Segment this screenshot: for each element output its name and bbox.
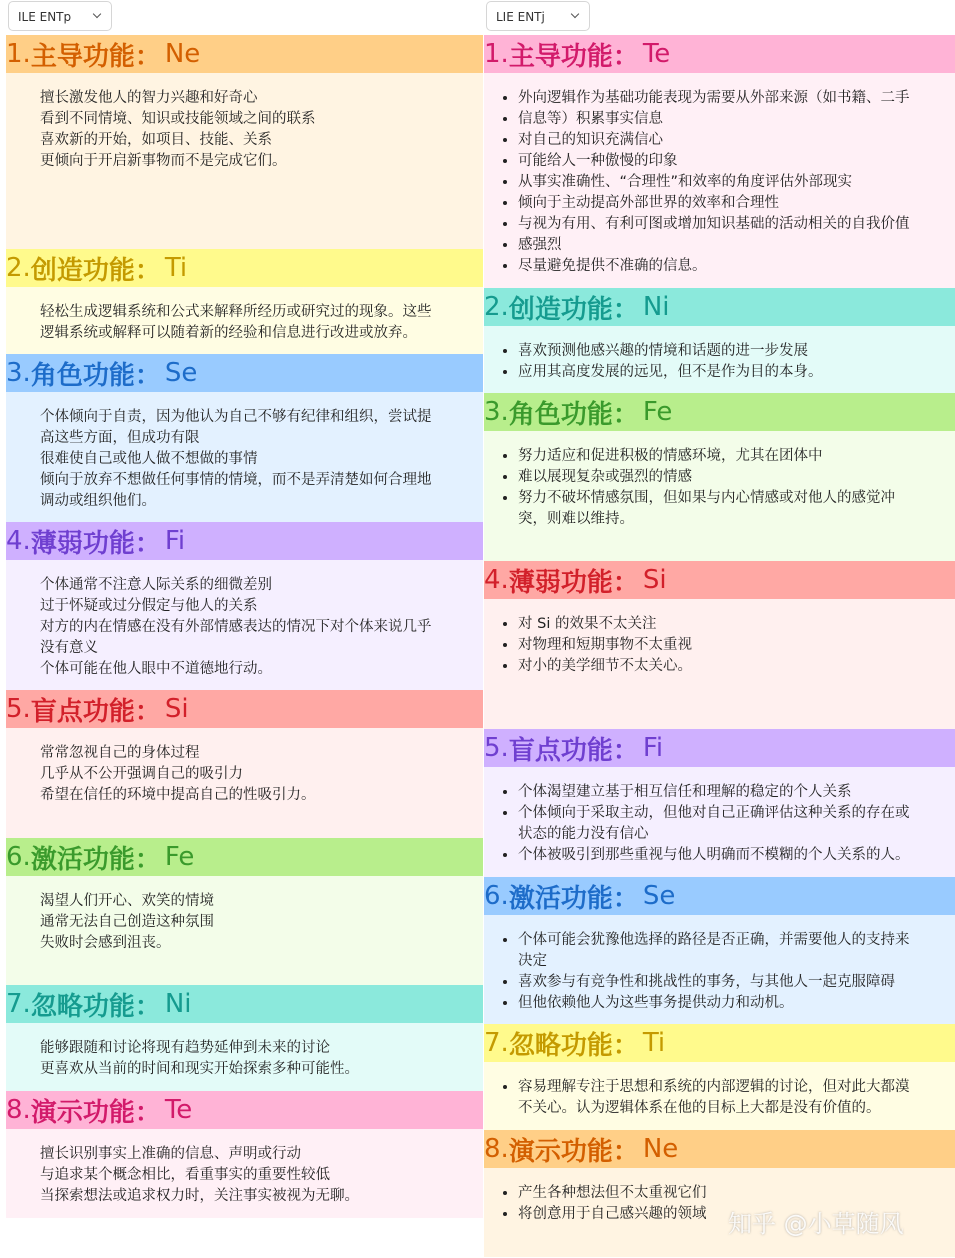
bullet-list	[484, 73, 955, 277]
list-item: • 对物理和短期事物不太重视	[518, 635, 953, 656]
bullet-list	[484, 599, 955, 677]
section-number: 8.	[6, 1095, 31, 1125]
section-body	[6, 560, 483, 690]
list-item: 决定	[518, 953, 547, 969]
section-title: 忽略功能：	[508, 1030, 639, 1061]
list-item: • 容易理解专注于思想和系统的内部逻辑的讨论，但对此大都漠	[518, 1077, 953, 1098]
list-item: • 外向逻辑作为基础功能表现为需要从外部来源（如书籍、二手	[518, 88, 953, 109]
list-item: • 轻松生成逻辑系统和公式来解释所经历或研究过的现象。这些	[40, 302, 481, 323]
list-item: • 对小的美学细节不太关心。	[518, 656, 953, 677]
list-item: • 更倾向于开启新事物而不是完成它们。	[40, 151, 481, 172]
list-item: 状态的能力没有信心	[518, 826, 649, 842]
list-item: • 与视为有用、有利可图或增加知识基础的活动相关的自我价值	[518, 214, 953, 235]
bullet-list	[484, 767, 955, 866]
section-header	[6, 690, 483, 728]
function-section	[484, 561, 955, 729]
section-title: 薄弱功能：	[30, 528, 161, 559]
list-item: • 看到不同情境、知识或技能领域之间的联系	[40, 109, 481, 130]
bullet-list	[6, 560, 483, 680]
left-function-list	[6, 35, 483, 1218]
type-select-right[interactable]	[486, 1, 590, 31]
function-code: Ni	[164, 989, 192, 1019]
function-code: Ti	[164, 253, 188, 283]
function-code: Te	[642, 39, 671, 69]
section-number: 3.	[6, 358, 31, 388]
function-code: Fe	[642, 397, 673, 427]
bullet-list	[484, 431, 955, 530]
section-title: 创造功能：	[508, 294, 639, 325]
list-item: • 对 Si 的效果不太关注	[518, 614, 953, 635]
list-item: • 希望在信任的环境中提高自己的性吸引力。	[40, 785, 481, 806]
section-number: 2.	[484, 292, 509, 322]
function-section	[6, 249, 483, 354]
bullet-list	[6, 1023, 483, 1080]
function-section	[484, 288, 955, 393]
list-item: • 将创意用于自己感兴趣的领域	[518, 1204, 953, 1225]
section-number: 4.	[6, 526, 31, 556]
list-item: • 擅长激发他人的智力兴趣和好奇心	[40, 88, 481, 109]
section-number: 6.	[484, 881, 509, 911]
section-title: 演示功能：	[508, 1136, 639, 1167]
left-column	[6, 0, 483, 1218]
section-title: 角色功能：	[30, 360, 161, 391]
function-code: Ne	[164, 39, 201, 69]
function-code: Fi	[164, 526, 186, 556]
chevron-down-icon	[571, 10, 579, 18]
function-code: Se	[164, 358, 198, 388]
type-select-right-value: LIE ENTj	[496, 10, 545, 24]
section-body	[6, 876, 483, 985]
function-code: Fi	[642, 733, 664, 763]
list-item: • 喜欢参与有竞争性和挑战性的事务，与其他人一起克服障碍	[518, 972, 953, 993]
list-item: • 个体可能会犹豫他选择的路径是否正确，并需要他人的支持来	[518, 930, 953, 951]
function-section	[6, 354, 483, 522]
list-item: 突，则难以维持。	[518, 511, 634, 527]
list-item: • 信息等）积累事实信息	[518, 109, 953, 130]
section-number: 7.	[484, 1028, 509, 1058]
list-item: • 难以展现复杂或强烈的情感	[518, 467, 953, 488]
function-section	[6, 522, 483, 690]
bullet-list	[6, 392, 483, 512]
list-item: • 应用其高度发展的远见，但不是作为目的本身。	[518, 362, 953, 383]
section-body	[484, 73, 955, 288]
section-number: 2.	[6, 253, 31, 283]
function-section	[6, 985, 483, 1091]
list-item: 不关心。认为逻辑体系在他的目标上大都是没有价值的。	[518, 1100, 881, 1116]
type-select-left[interactable]	[8, 1, 112, 31]
section-header	[484, 393, 955, 431]
list-item: • 产生各种想法但不太重视它们	[518, 1183, 953, 1204]
function-section	[6, 838, 483, 985]
list-item: • 个体可能在他人眼中不道德地行动。	[40, 659, 481, 680]
list-item: • 对方的内在情感在没有外部情感表达的情况下对个体来说几乎	[40, 617, 481, 638]
list-item: • 调动或组织他们。	[40, 491, 481, 512]
function-code: Si	[642, 565, 667, 595]
list-item: • 个体渴望建立基于相互信任和理解的稳定的个人关系	[518, 782, 953, 803]
section-title: 演示功能：	[30, 1097, 161, 1128]
list-item: • 尽量避免提供不准确的信息。	[518, 256, 953, 277]
function-section	[484, 35, 955, 288]
section-header	[6, 1091, 483, 1129]
section-title: 角色功能：	[508, 399, 639, 430]
section-body	[484, 431, 955, 561]
function-section	[484, 1024, 955, 1130]
list-item: • 很难使自己或他人做不想做的事情	[40, 449, 481, 470]
function-code: Fe	[164, 842, 195, 872]
section-title: 薄弱功能：	[508, 567, 639, 598]
function-code: Te	[164, 1095, 193, 1125]
section-header	[484, 877, 955, 915]
bullet-list	[6, 1129, 483, 1207]
list-item: • 倾向于放弃不想做任何事情的情境，而不是弄清楚如何合理地	[40, 470, 481, 491]
list-item: • 个体倾向于自责，因为他认为自己不够有纪律和组织，尝试提	[40, 407, 481, 428]
section-title: 忽略功能：	[30, 991, 161, 1022]
function-section	[6, 690, 483, 838]
right-function-list	[484, 35, 955, 1257]
bullet-list	[6, 287, 483, 344]
section-title: 创造功能：	[30, 255, 161, 286]
list-item: • 从事实准确性、“合理性”和效率的角度评估外部现实	[518, 172, 953, 193]
right-toolbar	[484, 0, 955, 35]
section-header	[484, 729, 955, 767]
section-body	[484, 1062, 955, 1130]
section-body	[484, 326, 955, 393]
list-item: • 失败时会感到沮丧。	[40, 933, 481, 954]
section-body	[6, 73, 483, 249]
list-item: • 能够跟随和讨论将现有趋势延伸到未来的讨论	[40, 1038, 481, 1059]
watermark: 知乎 @小草随风	[728, 1210, 904, 1238]
list-item: • 喜欢新的开始，如项目、技能、关系	[40, 130, 481, 151]
function-code: Ni	[642, 292, 670, 322]
section-number: 8.	[484, 1134, 509, 1164]
section-header	[484, 561, 955, 599]
list-item: • 对自己的知识充满信心	[518, 130, 953, 151]
section-title: 盲点功能：	[508, 735, 639, 766]
function-section	[484, 393, 955, 561]
section-header	[484, 35, 955, 73]
section-header	[6, 985, 483, 1023]
function-section	[6, 35, 483, 249]
function-section	[484, 877, 955, 1024]
function-code: Si	[164, 694, 189, 724]
list-item: • 倾向于主动提高外部世界的效率和合理性	[518, 193, 953, 214]
section-body	[6, 728, 483, 838]
list-item: • 可能给人一种傲慢的印象	[518, 151, 953, 172]
bullet-list	[484, 915, 955, 1014]
list-item: • 逻辑系统或解释可以随着新的经验和信息进行改进或放弃。	[40, 323, 481, 344]
list-item: • 但他依赖他人为这些事务提供动力和动机。	[518, 993, 953, 1014]
section-body	[6, 1023, 483, 1091]
section-body	[484, 915, 955, 1024]
chevron-down-icon	[93, 10, 101, 18]
list-item: • 过于怀疑或过分假定与他人的关系	[40, 596, 481, 617]
list-item: • 没有意义	[40, 638, 481, 659]
list-item: • 喜欢预测他感兴趣的情境和话题的进一步发展	[518, 341, 953, 362]
list-item: • 个体通常不注意人际关系的细微差别	[40, 575, 481, 596]
section-body	[484, 599, 955, 729]
section-header	[6, 354, 483, 392]
list-item: • 个体倾向于采取主动，但他对自己正确评估这种关系的存在或	[518, 803, 953, 824]
section-body	[6, 392, 483, 522]
section-title: 主导功能：	[508, 41, 639, 72]
section-header	[484, 1130, 955, 1168]
list-item: • 高这些方面，但成功有限	[40, 428, 481, 449]
section-body	[6, 287, 483, 354]
left-toolbar	[6, 0, 483, 35]
list-item: • 当探索想法或追求权力时，关注事实被视为无聊。	[40, 1186, 481, 1207]
list-item: • 努力适应和促进积极的情感环境，尤其在团体中	[518, 446, 953, 467]
bullet-list	[6, 728, 483, 806]
section-title: 主导功能：	[30, 41, 161, 72]
section-number: 7.	[6, 989, 31, 1019]
section-header	[6, 838, 483, 876]
bullet-list	[484, 1062, 955, 1119]
section-header	[484, 288, 955, 326]
section-title: 激活功能：	[30, 844, 161, 875]
function-code: Ti	[642, 1028, 666, 1058]
section-number: 6.	[6, 842, 31, 872]
right-column	[484, 0, 955, 1257]
list-item: • 几乎从不公开强调自己的吸引力	[40, 764, 481, 785]
bullet-list	[484, 326, 955, 383]
list-item: • 更喜欢从当前的时间和现实开始探索多种可能性。	[40, 1059, 481, 1080]
section-header	[6, 522, 483, 560]
list-item: • 感强烈	[518, 235, 953, 256]
section-header	[484, 1024, 955, 1062]
section-title: 盲点功能：	[30, 696, 161, 727]
type-select-left-value: ILE ENTp	[18, 10, 72, 24]
function-section	[6, 1091, 483, 1218]
function-code: Ne	[642, 1134, 679, 1164]
section-body	[484, 767, 955, 877]
section-number: 3.	[484, 397, 509, 427]
section-number: 4.	[484, 565, 509, 595]
section-number: 5.	[6, 694, 31, 724]
function-section	[484, 729, 955, 877]
section-header	[6, 35, 483, 73]
function-code: Se	[642, 881, 676, 911]
section-header	[6, 249, 483, 287]
section-number: 5.	[484, 733, 509, 763]
list-item: • 通常无法自己创造这种氛围	[40, 912, 481, 933]
list-item: • 渴望人们开心、欢笑的情境	[40, 891, 481, 912]
list-item: • 擅长识别事实上准确的信息、声明或行动	[40, 1144, 481, 1165]
list-item: • 与追求某个概念相比，看重事实的重要性较低	[40, 1165, 481, 1186]
list-item: • 个体被吸引到那些重视与他人明确而不模糊的个人关系的人。	[518, 845, 953, 866]
list-item: • 常常忽视自己的身体过程	[40, 743, 481, 764]
bullet-list	[6, 876, 483, 954]
section-number: 1.	[6, 39, 31, 69]
section-body	[6, 1129, 483, 1218]
section-title: 激活功能：	[508, 883, 639, 914]
list-item: • 努力不破坏情感氛围，但如果与内心情感或对他人的感觉冲	[518, 488, 953, 509]
section-number: 1.	[484, 39, 509, 69]
bullet-list	[6, 73, 483, 172]
